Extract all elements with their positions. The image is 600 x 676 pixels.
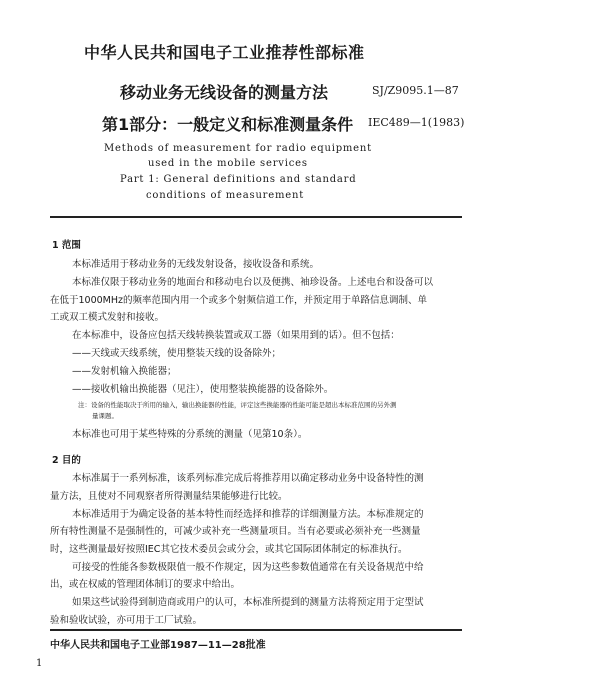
section-2-line: 量方法，且使对不同观察者所得测量结果能够进行比较。: [50, 491, 288, 502]
title-en-line-2: used in the mobile services: [148, 158, 308, 169]
iec-reference-number: IEC489—1(1983): [368, 116, 465, 129]
section-2-heading: 2 目的: [52, 455, 81, 466]
section-1-heading: 1 范围: [52, 240, 81, 251]
section-1-line: 在本标准中，设备应包括天线转换装置或双工器（如果用到的话）。但不包括：: [72, 330, 400, 341]
section-2-line: 本标准属于一系列标准，该系列标准完成后将推荐用以确定移动业务中设备特性的测: [72, 473, 424, 484]
section-2-line: 出，或在权威的管理团体制订的要求中给出。: [50, 579, 241, 590]
approval-footer: 中华人民共和国电子工业部1987—11—28批准: [50, 640, 266, 651]
section-2-line: 时，这些测量最好按照IEC其它技术委员会或分会，或其它国际团体制定的标准执行。: [50, 544, 408, 555]
footer-divider: [50, 629, 462, 631]
section-2-line: 可接受的性能各参数极限值一般不作规定，因为这些参数值通常在有关设备规范中给: [72, 562, 424, 573]
standard-org-header: 中华人民共和国电子工业推荐性部标准: [84, 43, 365, 62]
section-1-line: 在低于1000MHz的频率范围内用一个或多个射频信道工作，并预定用于单路信息调制、单: [50, 295, 428, 306]
document-title-cn: 移动业务无线设备的测量方法: [120, 83, 329, 102]
section-1-line: ——接收机输出换能器（见注），使用整装换能器的设备除外。: [72, 384, 334, 395]
section-2-line: 本标准适用于为确定设备的基本特性而经选择和推荐的详细测量方法。本标准规定的: [72, 509, 424, 520]
standard-number: SJ/Z9095.1—87: [372, 84, 459, 97]
title-en-line-4: conditions of measurement: [146, 190, 305, 201]
section-1-line: ——发射机输入换能器；: [72, 366, 177, 377]
section-2-line: 如果这些试验得到制造商或用户的认可，本标准所提到的测量方法将预定用于定型试: [72, 597, 424, 608]
section-1-tail: 本标准也可用于某些特殊的分系统的测量（见第10条）。: [72, 429, 308, 440]
section-1-line: 本标准仅限于移动业务的地面台和移动电台以及便携、袖珍设备。上述电台和设备可以: [72, 277, 434, 288]
document-subtitle-cn: 第1部分：一般定义和标准测量条件: [102, 115, 354, 134]
section-2-line: 所有特性测量不是强制性的，可减少或补充一些测量项目。当有必要或必须补充一些测量: [50, 526, 421, 537]
section-1-note: 注：设备的性能取决于所用的输入，输出换能器的性能，评定这些换能器的性能可能是超出本标准范围的另外测: [78, 401, 397, 409]
header-divider: [50, 216, 462, 218]
section-2-line: 验和验收试验，亦可用于工厂试验。: [50, 615, 203, 626]
title-en-line-3: Part 1: General definitions and standard: [120, 174, 357, 185]
page-number: 1: [36, 658, 43, 669]
section-1-line: 本标准适用于移动业务的无线发射设备，接收设备和系统。: [72, 259, 320, 270]
section-1-line: 工或双工模式发射和接收。: [50, 312, 165, 323]
section-1-line: ——天线或天线系统，使用整装天线的设备除外；: [72, 348, 282, 359]
title-en-line-1: Methods of measurement for radio equipment: [104, 143, 372, 154]
section-1-note: 量课题。: [92, 412, 118, 420]
